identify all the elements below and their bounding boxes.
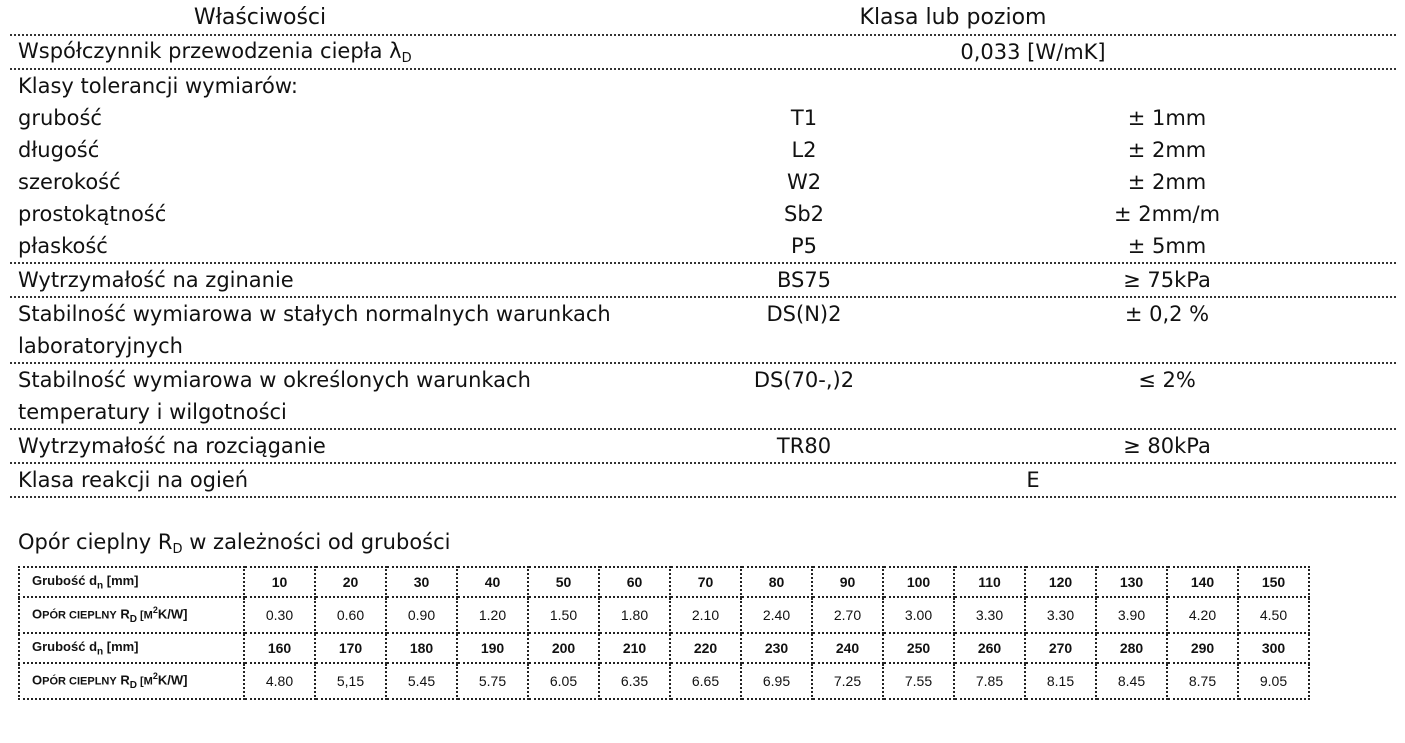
- thickness-cell: 210: [599, 633, 670, 663]
- row-stability-temperature: [10, 364, 1396, 430]
- properties-header-row: [10, 0, 1396, 36]
- thickness-cell: 100: [883, 567, 954, 597]
- subtitle-text: Opór cieplny R: [18, 530, 173, 554]
- thermal-label-text: Współczynnik przewodzenia ciepła λ: [18, 38, 402, 63]
- resistance-label-unit1: [M: [136, 675, 153, 688]
- resistance-cell: 6.05: [528, 663, 599, 699]
- thickness-row: [19, 567, 1309, 597]
- resistance-row: [19, 597, 1309, 633]
- resistance-label-sup: 2: [152, 605, 158, 616]
- resistance-cell: 5.45: [386, 663, 457, 699]
- thickness-cell: 190: [457, 633, 528, 663]
- thickness-cell: 170: [315, 633, 386, 663]
- resistance-cell: 3.90: [1096, 597, 1167, 633]
- resistance-label-o: O: [32, 672, 43, 688]
- stability-temp-line2: temperatury i wilgotności: [18, 400, 287, 424]
- resistance-label: [19, 663, 244, 699]
- thickness-cell: 230: [741, 633, 812, 663]
- resistance-cell: 7.25: [812, 663, 883, 699]
- resistance-cell: 0.30: [244, 597, 315, 633]
- thermal-label-subscript: D: [401, 50, 412, 66]
- tensile-value: ≥ 80kPa: [1123, 434, 1211, 458]
- tolerance-label: płaskość: [18, 234, 108, 258]
- resistance-cell: 6.95: [741, 663, 812, 699]
- resistance-label-unit2: K/W]: [157, 606, 188, 622]
- thickness-cell: 130: [1096, 567, 1167, 597]
- stability-normal-line2: laboratoryjnych: [18, 334, 183, 358]
- thickness-cell: 250: [883, 633, 954, 663]
- thickness-cell: 30: [386, 567, 457, 597]
- thickness-cell: 110: [954, 567, 1025, 597]
- resistance-cell: 7.55: [883, 663, 954, 699]
- thickness-cell: 70: [670, 567, 741, 597]
- thickness-cell: 10: [244, 567, 315, 597]
- stability-temp-value: ≤ 2%: [1138, 368, 1196, 392]
- resistance-cell: 0.90: [386, 597, 457, 633]
- resistance-cell: 1.50: [528, 597, 599, 633]
- row-tensile-strength: [10, 430, 1396, 464]
- header-properties: Właściwości: [193, 4, 327, 30]
- bending-label: Wytrzymałość na zginanie: [18, 268, 294, 292]
- tolerance-label: prostokątność: [18, 202, 167, 226]
- stability-temp-class: DS(70-,)2: [753, 368, 855, 392]
- thermal-resistance-table: [18, 566, 1310, 700]
- thickness-cell: 60: [599, 567, 670, 597]
- resistance-cell: 4.20: [1167, 597, 1238, 633]
- thickness-cell: 220: [670, 633, 741, 663]
- tolerance-value: ± 2mm: [1127, 170, 1207, 194]
- tolerance-class: W2: [786, 170, 822, 194]
- thickness-cell: 90: [812, 567, 883, 597]
- thickness-label: [19, 567, 244, 597]
- subtitle-suffix: w zależności od grubości: [182, 530, 451, 554]
- tolerance-heading: Klasy tolerancji wymiarów:: [18, 74, 298, 98]
- resistance-label-unit1: [M: [136, 609, 153, 622]
- tolerance-class: L2: [791, 138, 817, 162]
- thickness-cell: 160: [244, 633, 315, 663]
- thickness-cell: 240: [812, 633, 883, 663]
- tolerance-value: ± 2mm/m: [1113, 202, 1221, 226]
- tolerance-class: P5: [790, 234, 818, 258]
- tolerance-value: ± 5mm: [1127, 234, 1207, 258]
- resistance-subtitle: [18, 530, 451, 557]
- resistance-cell: 7.85: [954, 663, 1025, 699]
- thickness-cell: 150: [1238, 567, 1309, 597]
- resistance-cell: 2.40: [741, 597, 812, 633]
- resistance-cell: 5.75: [457, 663, 528, 699]
- resistance-cell: 6.35: [599, 663, 670, 699]
- thickness-cell: 120: [1025, 567, 1096, 597]
- tolerance-value: ± 1mm: [1127, 106, 1207, 130]
- thickness-cell: 260: [954, 633, 1025, 663]
- thickness-label-text: Grubość d: [32, 572, 98, 588]
- resistance-label-sup: 2: [152, 671, 158, 682]
- thickness-label-subscript: n: [97, 646, 104, 658]
- resistance-cell: 2.10: [670, 597, 741, 633]
- resistance-row: [19, 663, 1309, 699]
- thickness-cell: 80: [741, 567, 812, 597]
- thickness-cell: 280: [1096, 633, 1167, 663]
- fire-value: E: [1026, 468, 1040, 492]
- resistance-cell: 1.20: [457, 597, 528, 633]
- resistance-cell: 8.45: [1096, 663, 1167, 699]
- thickness-label: [19, 633, 244, 663]
- thickness-cell: 20: [315, 567, 386, 597]
- thermal-label: [10, 39, 670, 66]
- tolerance-class: T1: [790, 106, 818, 130]
- resistance-label: [19, 597, 244, 633]
- tensile-label: Wytrzymałość na rozciąganie: [18, 434, 326, 458]
- resistance-cell: 3.30: [1025, 597, 1096, 633]
- row-tolerance-length: [10, 134, 1396, 166]
- bending-value: ≥ 75kPa: [1123, 268, 1211, 292]
- resistance-cell: 8.75: [1167, 663, 1238, 699]
- resistance-cell: 5,15: [315, 663, 386, 699]
- row-thermal-conductivity: [10, 36, 1396, 70]
- resistance-cell: 4.50: [1238, 597, 1309, 633]
- resistance-cell: 9.05: [1238, 663, 1309, 699]
- thickness-label-subscript: n: [97, 580, 104, 592]
- row-bending-strength: [10, 264, 1396, 298]
- tolerance-label: długość: [18, 138, 100, 162]
- stability-normal-line1: Stabilność wymiarowa w stałych normalnych warunkach: [18, 302, 611, 326]
- thickness-cell: 300: [1238, 633, 1309, 663]
- row-stability-normal: [10, 298, 1396, 364]
- fire-label: Klasa reakcji na ogień: [18, 468, 249, 492]
- resistance-label-text: PÓR CIEPLNY: [42, 609, 117, 622]
- thickness-label-text: Grubość d: [32, 638, 98, 654]
- resistance-label-text: PÓR CIEPLNY: [42, 675, 117, 688]
- resistance-label-r: R: [116, 606, 130, 622]
- thickness-cell: 270: [1025, 633, 1096, 663]
- bending-class: BS75: [776, 268, 832, 292]
- thickness-cell: 180: [386, 633, 457, 663]
- thickness-cell: 290: [1167, 633, 1238, 663]
- thickness-label-unit: [mm]: [103, 572, 139, 588]
- thickness-cell: 140: [1167, 567, 1238, 597]
- resistance-label-o: O: [32, 606, 43, 622]
- tolerance-class: Sb2: [783, 202, 825, 226]
- stability-normal-class: DS(N)2: [766, 302, 842, 326]
- row-tolerance-flatness: [10, 230, 1396, 264]
- resistance-label-subscript: D: [129, 679, 137, 691]
- resistance-cell: 6.65: [670, 663, 741, 699]
- resistance-cell: 0.60: [315, 597, 386, 633]
- stability-normal-label: [10, 298, 670, 362]
- row-tolerance-thickness: [10, 102, 1396, 134]
- stability-temp-label: [10, 364, 670, 428]
- tolerance-label: szerokość: [18, 170, 121, 194]
- header-class-level: Klasa lub poziom: [859, 4, 1047, 30]
- resistance-cell: 3.30: [954, 597, 1025, 633]
- stability-normal-value: ± 0,2 %: [1124, 302, 1210, 326]
- row-tolerance-width: [10, 166, 1396, 198]
- stability-temp-line1: Stabilność wymiarowa w określonych warunkach: [18, 368, 531, 392]
- thickness-cell: 40: [457, 567, 528, 597]
- tolerance-value: ± 2mm: [1127, 138, 1207, 162]
- tolerance-label: grubość: [18, 106, 102, 130]
- resistance-label-r: R: [116, 672, 130, 688]
- thickness-row: [19, 633, 1309, 663]
- resistance-cell: 4.80: [244, 663, 315, 699]
- subtitle-subscript: D: [172, 542, 183, 557]
- row-tolerance-heading: [10, 70, 1396, 102]
- resistance-cell: 8.15: [1025, 663, 1096, 699]
- tensile-class: TR80: [776, 434, 832, 458]
- thickness-cell: 50: [528, 567, 599, 597]
- resistance-label-subscript: D: [129, 613, 137, 625]
- thickness-label-unit: [mm]: [103, 638, 139, 654]
- row-fire-reaction: [10, 464, 1396, 498]
- thermal-value: 0,033 [W/mK]: [960, 40, 1106, 64]
- thickness-cell: 200: [528, 633, 599, 663]
- resistance-cell: 3.00: [883, 597, 954, 633]
- resistance-cell: 2.70: [812, 597, 883, 633]
- row-tolerance-squareness: [10, 198, 1396, 230]
- resistance-label-unit2: K/W]: [157, 672, 188, 688]
- resistance-cell: 1.80: [599, 597, 670, 633]
- properties-table: [10, 0, 1396, 498]
